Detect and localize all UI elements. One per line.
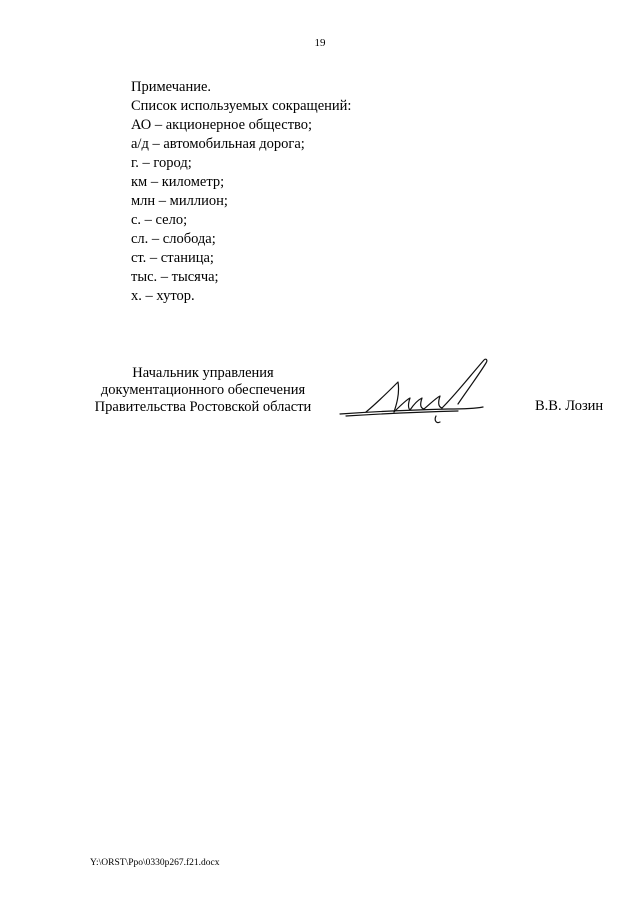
abbreviations-heading: Список используемых сокращений: (131, 98, 352, 114)
note-block (131, 78, 351, 306)
abbreviation-item: тыс. – тысяча; (131, 269, 219, 285)
signer-position (88, 365, 318, 416)
position-line: Правительства Ростовской области (94, 399, 312, 415)
abbreviation-item: км – километр; (131, 174, 225, 190)
abbreviation-item: АО – акционерное общество; (131, 117, 313, 133)
abbreviation-item: г. – город; (131, 155, 192, 171)
handwritten-signature (338, 354, 498, 432)
abbreviation-item: ст. – станица; (131, 250, 214, 266)
position-line: документационного обеспечения (100, 382, 306, 398)
abbreviation-item: х. – хутор. (131, 288, 195, 304)
abbreviation-item: млн – миллион; (131, 193, 228, 209)
abbreviation-item: а/д – автомобильная дорога; (131, 136, 305, 152)
note-title: Примечание. (131, 79, 212, 95)
signer-name: В.В. Лозин (535, 398, 604, 414)
abbreviation-item: сл. – слобода; (131, 231, 216, 247)
page-number: 19 (314, 37, 326, 49)
position-line: Начальник управления (132, 365, 274, 381)
abbreviation-item: с. – село; (131, 212, 188, 228)
file-path: Y:\ORST\Ppo\0330p267.f21.docx (90, 858, 220, 868)
